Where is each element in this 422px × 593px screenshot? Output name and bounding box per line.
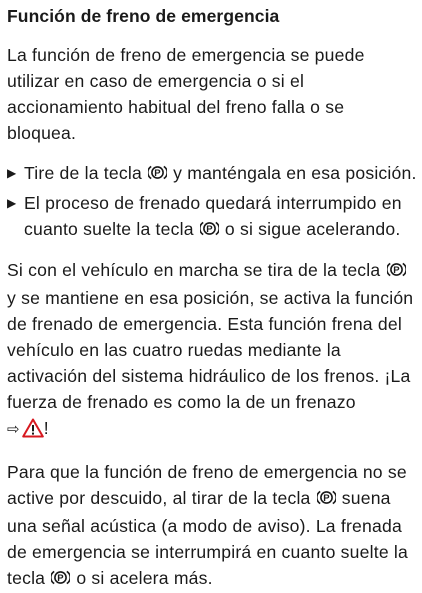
reference-arrow-icon[interactable]: ⇨ xyxy=(7,421,20,438)
step-text-before: Tire de la tecla xyxy=(24,163,142,183)
paragraph-text-middle: suena una señal acústica (a modo de aviso). La frenada de emergencia se interrumpirá en cuanto suelte la tecla xyxy=(7,488,408,588)
svg-text:P: P xyxy=(154,168,161,179)
paragraph-text-before: Para que la función de freno de emergencia no se active por descuido, al tirar de la tecla xyxy=(7,462,407,508)
instruction-list xyxy=(7,160,417,244)
warning-triangle-icon xyxy=(22,418,44,445)
paragraph-text-after: o si acelera más. xyxy=(76,568,213,588)
body-paragraph xyxy=(7,459,417,593)
svg-text:P: P xyxy=(392,265,400,276)
intro-paragraph: La función de freno de emergencia se puede utilizar en caso de emergencia o si el accionamiento habitual del freno falla o se bloquea. xyxy=(7,45,365,143)
svg-text:P: P xyxy=(322,493,330,504)
body-paragraph xyxy=(7,257,417,445)
svg-text:P: P xyxy=(206,224,213,235)
paragraph-text-before: Si con el vehículo en marcha se tira de la tecla xyxy=(7,260,381,280)
triangle-bullet-icon: ▶ xyxy=(7,166,17,180)
document-page xyxy=(7,0,417,593)
parking-brake-p-icon xyxy=(148,162,167,188)
step-text-after: o si sigue acelerando. xyxy=(224,219,401,239)
parking-brake-p-icon xyxy=(200,218,219,244)
svg-text:P: P xyxy=(57,573,65,584)
parking-brake-p-icon xyxy=(51,567,70,593)
instruction-step xyxy=(7,160,417,188)
step-text-after: y manténgala en esa posición. xyxy=(173,163,417,183)
parking-brake-p-icon xyxy=(317,487,336,513)
instruction-step xyxy=(7,190,417,244)
parking-brake-p-icon xyxy=(387,259,406,285)
triangle-bullet-icon: ▶ xyxy=(7,196,17,210)
paragraph-text-after: y se mantiene en esa posición, se activa la función de frenado de emergencia. Esta función frena del vehículo en las cuatro ruedas mediante la activación del sistema hidráulico de los frenos. ¡La fuerza de frenado es como la de un frenazo xyxy=(7,288,414,412)
section-title: Función de freno de emergencia xyxy=(7,6,280,26)
step-text-before: El proceso de frenado quedará interrumpido en cuanto suelte la tecla xyxy=(24,193,402,239)
paragraph-end: ! xyxy=(43,418,49,438)
